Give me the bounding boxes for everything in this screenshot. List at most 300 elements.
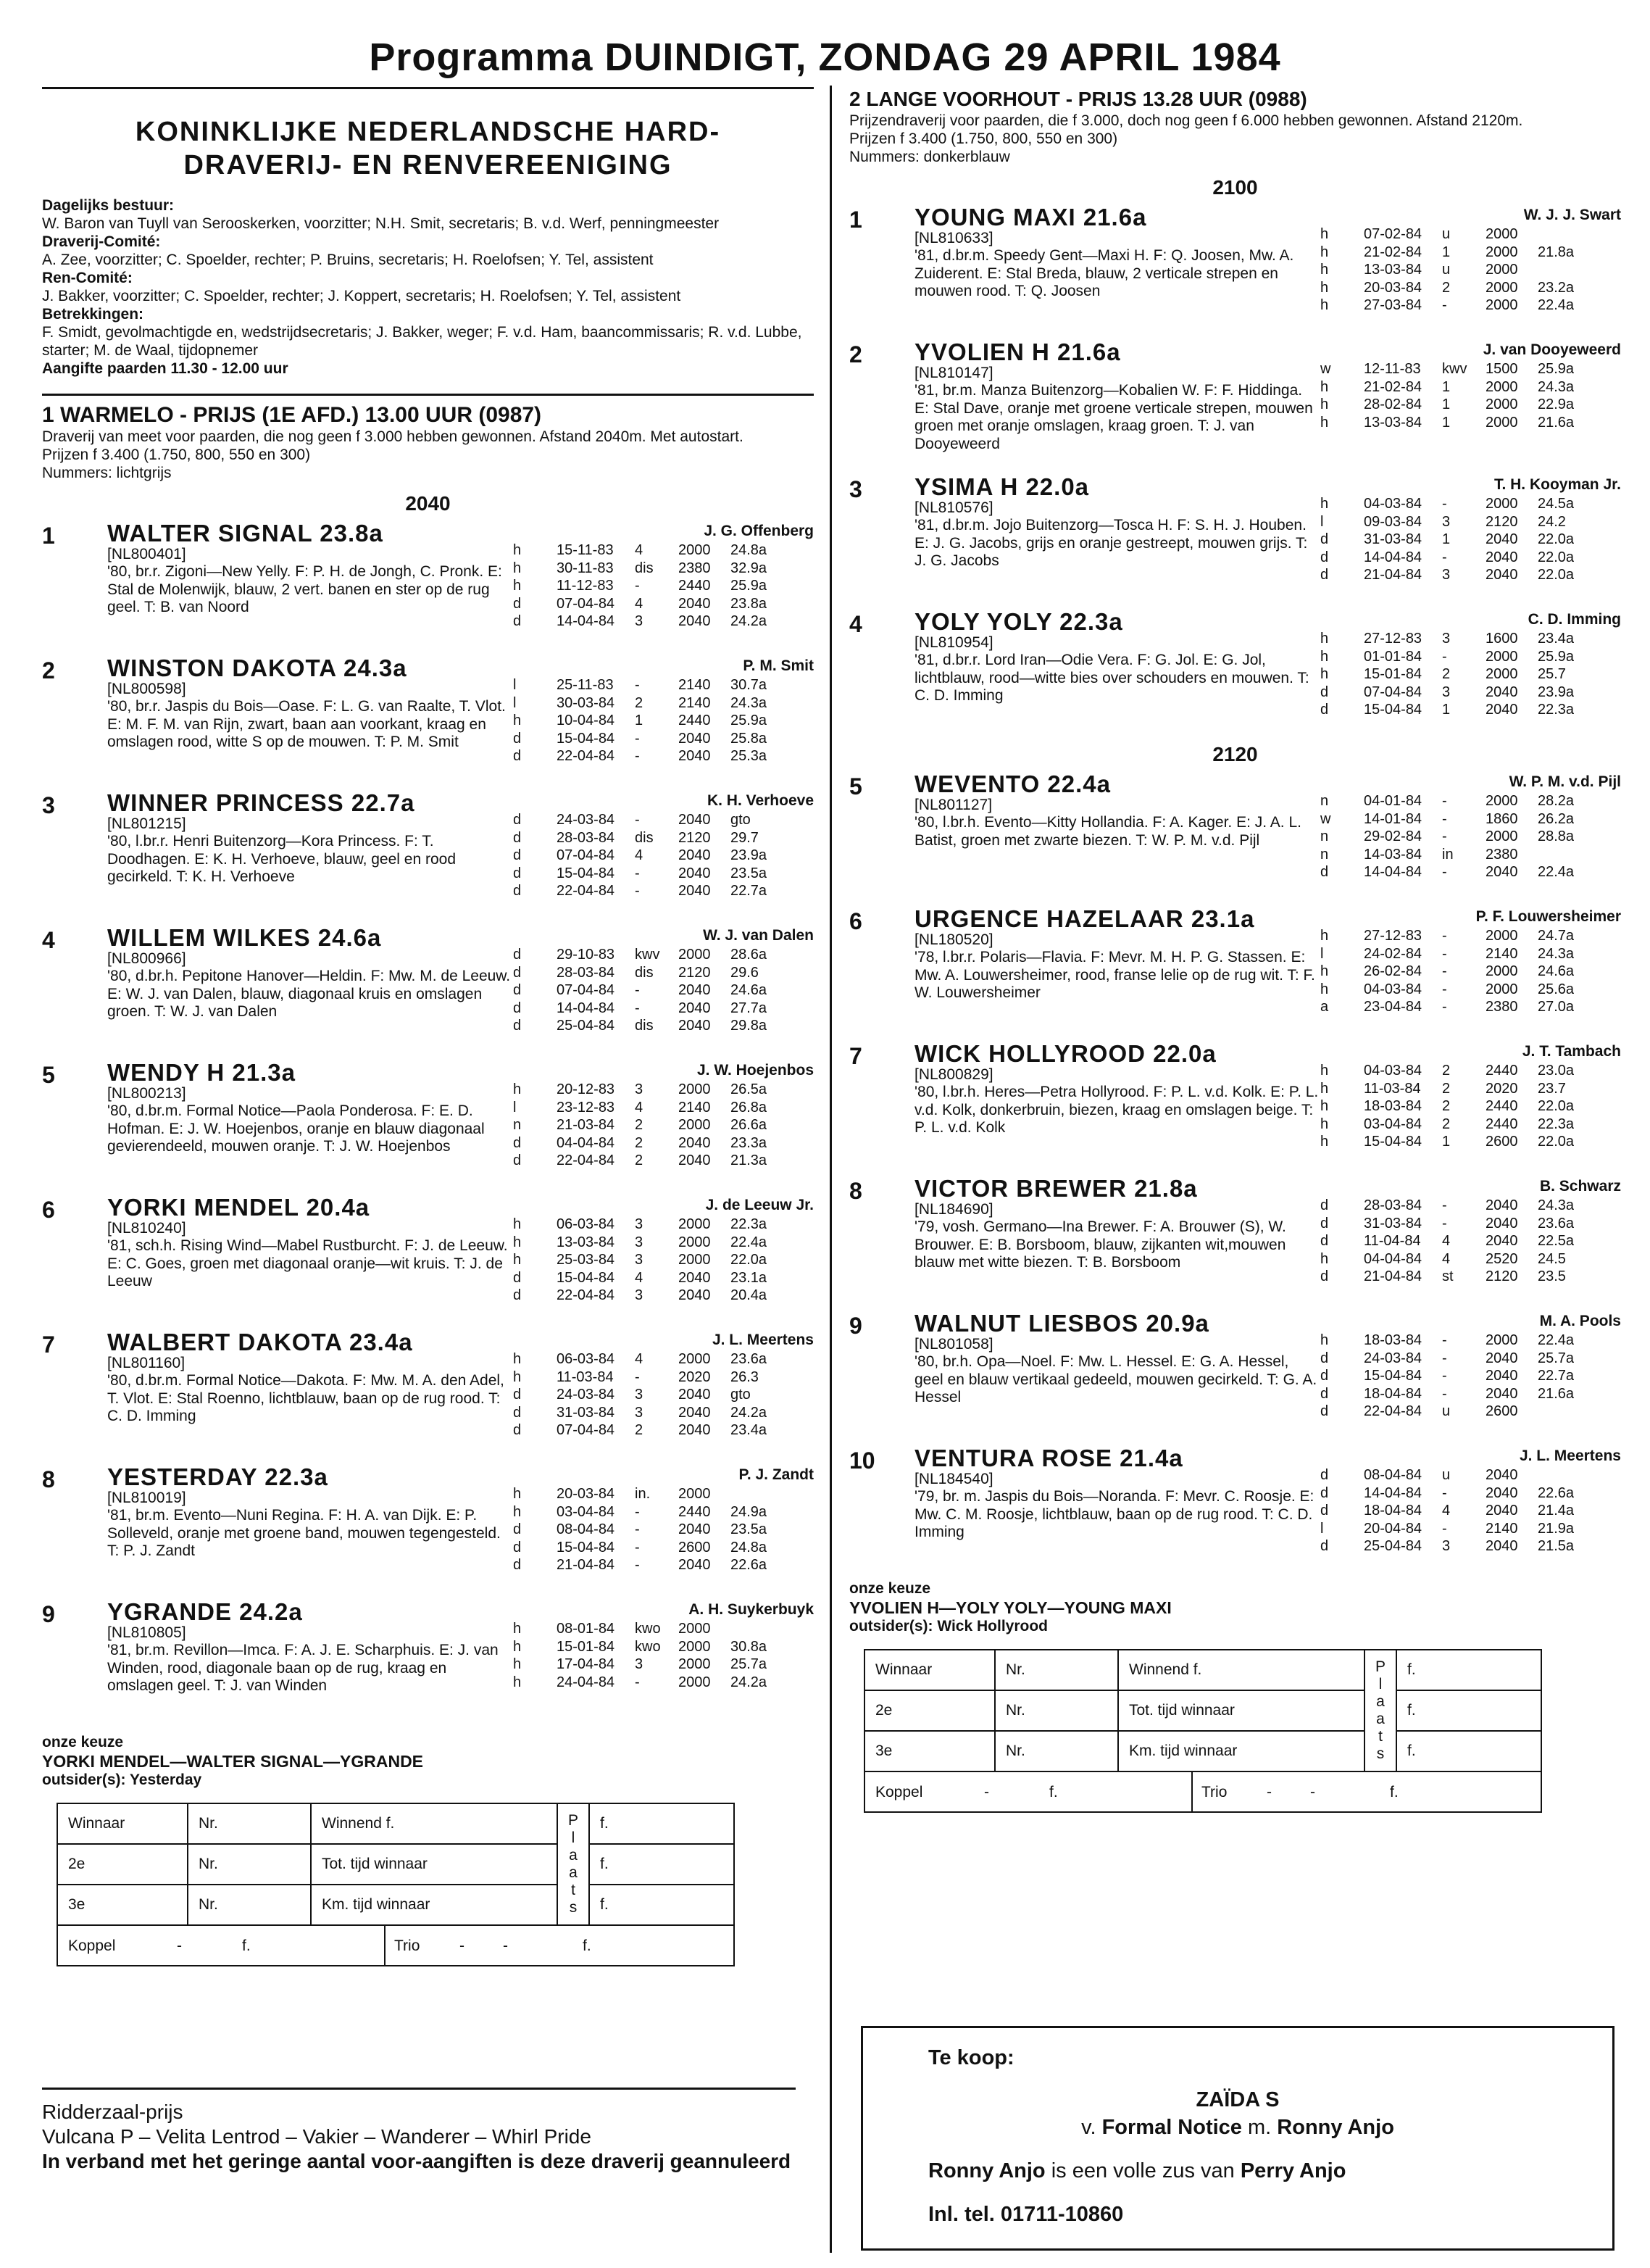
form-cell: 28-03-84 bbox=[557, 964, 615, 981]
form-cell: 2120 bbox=[678, 964, 711, 981]
form-cell: 23.2a bbox=[1538, 279, 1575, 296]
page-title: Programma DUINDIGT, ZONDAG 29 APRIL 1984 bbox=[369, 36, 1281, 79]
form-cell: 25.9a bbox=[730, 578, 767, 594]
form-cell: 2040 bbox=[678, 595, 711, 612]
form-cell: n bbox=[513, 1117, 522, 1133]
aangifte-text: Aangifte paarden 11.30 - 12.00 uur bbox=[42, 360, 288, 377]
form-cell: 30.7a bbox=[730, 677, 767, 693]
form-cell: gto bbox=[730, 1387, 751, 1403]
form-cell: a bbox=[1320, 999, 1329, 1015]
form-cell: 2000 bbox=[1486, 793, 1518, 809]
race1-info-line: Nummers: lichtgrijs bbox=[42, 465, 172, 481]
horse-name: WALNUT LIESBOS 20.9a bbox=[914, 1310, 1209, 1337]
form-cell: 22-04-84 bbox=[1364, 1403, 1422, 1419]
form-cell: d bbox=[1320, 1268, 1329, 1284]
form-cell: 2000 bbox=[1486, 1332, 1518, 1348]
form-cell: 2020 bbox=[678, 1368, 711, 1385]
form-cell: 24-02-84 bbox=[1364, 945, 1422, 962]
bet-row bbox=[57, 1844, 734, 1885]
form-cell: d bbox=[1320, 864, 1329, 880]
form-cell: h bbox=[1320, 631, 1329, 647]
form-row bbox=[513, 1656, 814, 1674]
form-cell: in. bbox=[635, 1486, 651, 1502]
form-cell: h bbox=[1320, 244, 1329, 260]
form-cell: 03-04-84 bbox=[1364, 1116, 1422, 1132]
horse-entry bbox=[849, 1175, 1621, 1310]
form-cell: - bbox=[1442, 864, 1447, 880]
form-cell: 2000 bbox=[678, 1234, 711, 1250]
form-cell: 21-02-84 bbox=[1364, 378, 1422, 395]
koppel-field: - bbox=[503, 1937, 508, 1954]
form-cell: 2000 bbox=[1486, 414, 1518, 431]
form-cell: 4 bbox=[635, 1351, 643, 1367]
horse-entry bbox=[42, 520, 814, 655]
bet-cell bbox=[1364, 1650, 1396, 1771]
form-row bbox=[513, 1152, 814, 1170]
horse-number: 9 bbox=[42, 1601, 55, 1627]
org-line-2: DRAVERIJ- EN RENVEREENIGING bbox=[183, 150, 672, 180]
form-cell: 13-03-84 bbox=[1364, 262, 1422, 278]
form-row bbox=[513, 1000, 814, 1018]
bet-cell: Nr. bbox=[188, 1803, 311, 1844]
bet-cell: Tot. tijd winnaar bbox=[311, 1844, 557, 1885]
form-cell: 24.9a bbox=[730, 1503, 767, 1520]
form-cell: 3 bbox=[635, 1234, 643, 1250]
form-cell: 32.9a bbox=[730, 560, 767, 576]
ad-relation-c: Perry Anjo bbox=[1240, 2159, 1346, 2182]
form-cell: 1 bbox=[1442, 414, 1451, 431]
horse-number: 7 bbox=[42, 1332, 55, 1358]
horse-registration: [NL180520] bbox=[914, 931, 993, 948]
horse-form-table bbox=[513, 676, 814, 765]
form-cell: 04-01-84 bbox=[1364, 793, 1422, 809]
form-cell: 08-04-84 bbox=[557, 1521, 615, 1537]
form-cell: 18-04-84 bbox=[1364, 1503, 1422, 1519]
form-cell: - bbox=[635, 1539, 640, 1555]
form-cell: 25.7 bbox=[1538, 666, 1566, 682]
horse-trainer: W. P. M. v.d. Pijl bbox=[1509, 773, 1621, 790]
form-row bbox=[1320, 963, 1621, 981]
race2-info bbox=[849, 112, 1621, 166]
horse-number: 4 bbox=[42, 927, 55, 953]
form-row bbox=[1320, 1537, 1621, 1555]
form-cell: 07-02-84 bbox=[1364, 226, 1422, 242]
form-cell: 22.5a bbox=[1538, 1233, 1575, 1249]
form-cell: 18-03-84 bbox=[1364, 1332, 1422, 1348]
form-cell: 2600 bbox=[1486, 1403, 1518, 1419]
form-cell: 2040 bbox=[1486, 531, 1518, 547]
form-cell: d bbox=[513, 1539, 522, 1555]
form-cell: 22.3a bbox=[1538, 702, 1575, 718]
form-cell: h bbox=[1320, 297, 1329, 313]
bet-row bbox=[864, 1771, 1541, 1812]
form-cell: - bbox=[635, 1503, 640, 1520]
form-cell: 2000 bbox=[1486, 262, 1518, 278]
form-cell: u bbox=[1442, 1403, 1451, 1419]
cancel-message: In verband met het geringe aantal voor-aangiften is deze draverij geannuleerd bbox=[42, 2150, 791, 2172]
form-cell: 2000 bbox=[678, 1674, 711, 1690]
form-cell: 4 bbox=[635, 542, 643, 558]
ad-relation-a: Ronny Anjo bbox=[928, 2159, 1046, 2182]
form-cell: l bbox=[1320, 945, 1324, 962]
horse-form-table bbox=[1320, 792, 1621, 881]
board-item bbox=[42, 233, 814, 269]
form-row bbox=[1320, 1232, 1621, 1250]
form-cell: 2040 bbox=[1486, 1467, 1518, 1483]
form-row bbox=[1320, 513, 1621, 531]
form-cell: 03-04-84 bbox=[557, 1503, 615, 1520]
form-row bbox=[513, 730, 814, 748]
horse-description: '81, d.br.r. Lord Iran—Odie Vera. F: G. Jol. E: G. Jol, lichtblauw, rood—witte bies over schouders en mouwen. T: C. D. Imming bbox=[914, 652, 1309, 704]
form-cell: 31-03-84 bbox=[1364, 1215, 1422, 1231]
form-cell: d bbox=[1320, 1484, 1329, 1501]
horse-form-table bbox=[513, 1350, 814, 1440]
form-row bbox=[513, 541, 814, 560]
form-cell: h bbox=[513, 1081, 522, 1097]
form-cell: 20-03-84 bbox=[1364, 279, 1422, 296]
form-cell: - bbox=[1442, 1385, 1447, 1402]
form-cell: 3 bbox=[635, 1404, 643, 1421]
form-cell: h bbox=[513, 1503, 522, 1520]
race2-keuze bbox=[849, 1579, 1621, 1636]
form-row bbox=[1320, 531, 1621, 549]
form-cell: - bbox=[1442, 1197, 1447, 1213]
form-cell: h bbox=[513, 1621, 522, 1637]
form-cell: d bbox=[1320, 702, 1329, 718]
form-cell: 24.6a bbox=[730, 982, 767, 998]
form-cell: 2600 bbox=[1486, 1134, 1518, 1150]
form-cell: d bbox=[513, 847, 522, 863]
bet-cell: Winnend f. bbox=[311, 1803, 557, 1844]
form-row bbox=[1320, 1133, 1621, 1151]
form-cell: 2000 bbox=[678, 1081, 711, 1097]
form-cell: h bbox=[513, 542, 522, 558]
horse-trainer: T. H. Kooyman Jr. bbox=[1493, 476, 1621, 493]
form-cell: h bbox=[1320, 1116, 1329, 1132]
form-cell: 15-04-84 bbox=[1364, 1368, 1422, 1384]
board-heading: Ren-Comité: bbox=[42, 270, 133, 286]
race1-info-line: Prijzen f 3.400 (1.750, 800, 550 en 300) bbox=[42, 446, 311, 463]
form-row bbox=[513, 1269, 814, 1287]
board-text: J. Bakker, voorzitter; C. Spoelder, rechter; J. Koppert, secretaris; H. Roelofsen; Y. Tel, assistent bbox=[42, 288, 681, 304]
form-cell: l bbox=[513, 1099, 517, 1116]
form-cell: 2040 bbox=[678, 1387, 711, 1403]
bet-table bbox=[864, 1649, 1542, 1813]
horse-description: '80, d.br.h. Pepitone Hanover—Heldin. F: Mw. M. de Leeuw. E: W. J. van Dalen, blauw, diagonaal kruis en omslagen groen. T: W. J. van Dalen bbox=[107, 968, 511, 1020]
form-cell: 21-04-84 bbox=[1364, 567, 1422, 583]
horse-registration: [NL800598] bbox=[107, 681, 186, 697]
form-cell: 2440 bbox=[1486, 1063, 1518, 1079]
form-row bbox=[513, 1350, 814, 1368]
form-cell: d bbox=[1320, 1368, 1329, 1384]
bet-cell: f. bbox=[589, 1844, 734, 1885]
form-cell: 22.4a bbox=[1538, 864, 1575, 880]
form-row bbox=[513, 1251, 814, 1269]
form-cell: - bbox=[1442, 928, 1447, 944]
form-cell: 2000 bbox=[1486, 279, 1518, 296]
form-cell: 4 bbox=[1442, 1250, 1451, 1267]
form-row bbox=[513, 1620, 814, 1638]
race1-info-line: Draverij van meet voor paarden, die nog geen f 3.000 hebben gewonnen. Afstand 2040m. Met autostart. bbox=[42, 428, 743, 445]
horse-trainer: C. D. Imming bbox=[1528, 611, 1621, 628]
form-cell: 26.6a bbox=[730, 1117, 767, 1133]
form-cell: 07-04-84 bbox=[557, 595, 615, 612]
form-cell: 15-01-84 bbox=[1364, 666, 1422, 682]
form-cell: h bbox=[1320, 963, 1329, 979]
form-cell: 22.7a bbox=[1538, 1368, 1575, 1384]
race2-info-line: Prijzen f 3.400 (1.750, 800, 550 en 300) bbox=[849, 130, 1118, 147]
bet-cell: f. bbox=[1396, 1650, 1541, 1690]
horse-description: '80, l.br.r. Henri Buitenzorg—Kora Princess. F: T. Doodhagen. E: K. H. Verhoeve, blauw, geel en rood gecirkeld. T: K. H. Verhoeve bbox=[107, 833, 457, 885]
form-cell: 2040 bbox=[1486, 702, 1518, 718]
form-cell: 2040 bbox=[678, 1521, 711, 1537]
horse-description: '80, l.br.h. Heres—Petra Hollyrood. F: P. L. v.d. Kolk. E: P. L. v.d. Kolk, donkerbruin, biezen, kraag en omslagen beige. T: P. L. v.d. Kolk bbox=[914, 1084, 1319, 1136]
bet-cell: Nr. bbox=[188, 1844, 311, 1885]
horse-name: URGENCE HAZELAAR 23.1a bbox=[914, 905, 1255, 932]
form-cell: - bbox=[1442, 1350, 1447, 1366]
form-cell: 2040 bbox=[678, 1134, 711, 1151]
horse-form-table bbox=[513, 946, 814, 1035]
horse-registration: [NL801215] bbox=[107, 815, 186, 832]
form-row bbox=[513, 694, 814, 713]
form-cell: 07-04-84 bbox=[557, 1422, 615, 1438]
form-row bbox=[513, 1674, 814, 1692]
race2-distance-1: 2100 bbox=[1212, 176, 1258, 199]
form-cell: h bbox=[1320, 396, 1329, 412]
form-cell: n bbox=[1320, 828, 1329, 844]
form-row bbox=[1320, 1250, 1621, 1268]
form-cell: d bbox=[513, 595, 522, 612]
form-cell: d bbox=[1320, 1403, 1329, 1419]
form-row bbox=[1320, 927, 1621, 945]
koppel-field: Koppel bbox=[68, 1937, 116, 1954]
form-cell: 14-04-84 bbox=[557, 1000, 615, 1016]
form-cell: n bbox=[1320, 793, 1329, 809]
form-cell: 2000 bbox=[1486, 981, 1518, 997]
form-cell: 25-04-84 bbox=[1364, 1538, 1422, 1554]
form-cell: 22.3a bbox=[1538, 1116, 1575, 1132]
form-cell: 1 bbox=[1442, 396, 1451, 412]
form-cell: 3 bbox=[635, 613, 643, 629]
plaats-letter: P bbox=[1375, 1658, 1386, 1675]
bet-row bbox=[864, 1731, 1541, 1771]
form-cell: h bbox=[513, 560, 522, 576]
form-row bbox=[1320, 981, 1621, 999]
form-cell: 22.4a bbox=[1538, 1332, 1575, 1348]
form-cell: h bbox=[513, 713, 522, 728]
form-cell: 25.6a bbox=[1538, 981, 1575, 997]
koppel-field: f. bbox=[242, 1937, 251, 1954]
form-cell: 2140 bbox=[678, 677, 711, 693]
horse-name: YESTERDAY 22.3a bbox=[107, 1463, 328, 1490]
form-cell: d bbox=[513, 865, 522, 881]
bet-table bbox=[57, 1803, 735, 1966]
form-cell: 13-03-84 bbox=[1364, 414, 1422, 431]
bet-cell: 2e bbox=[864, 1690, 995, 1731]
form-row bbox=[1320, 792, 1621, 810]
form-row bbox=[513, 1116, 814, 1134]
form-cell: 23.4a bbox=[730, 1422, 767, 1438]
horse-trainer: A. H. Suykerbuyk bbox=[688, 1601, 814, 1618]
horse-description: '80, br.h. Opa—Noel. F: Mw. L. Hessel. E: G. A. Hessel, geel en blauw vertikaal gedeeld, mouwen gecirkeld. T: G. A. Hessel bbox=[914, 1353, 1317, 1405]
form-row bbox=[1320, 684, 1621, 702]
form-cell: 1 bbox=[1442, 378, 1451, 395]
form-cell: 2040 bbox=[678, 883, 711, 899]
form-cell: 29-02-84 bbox=[1364, 828, 1422, 844]
form-row bbox=[513, 1216, 814, 1234]
form-cell: 1 bbox=[1442, 702, 1451, 718]
bet-cell: Tot. tijd winnaar bbox=[1118, 1690, 1364, 1731]
form-cell: - bbox=[635, 865, 640, 881]
form-cell: 27.7a bbox=[730, 1000, 767, 1016]
form-cell: 11-03-84 bbox=[557, 1368, 614, 1385]
form-cell: 2520 bbox=[1486, 1250, 1518, 1267]
form-cell: d bbox=[513, 1557, 522, 1573]
bet-cell: 3e bbox=[864, 1731, 995, 1771]
form-cell: 21-02-84 bbox=[1364, 244, 1422, 260]
form-cell: 22.6a bbox=[730, 1557, 767, 1573]
form-cell: 2440 bbox=[678, 578, 711, 594]
horse-registration: [NL801127] bbox=[914, 797, 993, 813]
form-cell: d bbox=[1320, 1467, 1329, 1483]
plaats-letter: a bbox=[1376, 1711, 1385, 1727]
form-cell: d bbox=[513, 964, 522, 981]
form-row bbox=[1320, 846, 1621, 864]
form-cell: 2000 bbox=[1486, 648, 1518, 665]
horse-description: '79, vosh. Germano—Ina Brewer. F: A. Brouwer (S), W. Brouwer. E: B. Borsboom, blauw, zijkanten wit,mouwen blauw met witte biezen. T: B. Borsboom bbox=[914, 1218, 1286, 1271]
form-row bbox=[1320, 396, 1621, 414]
form-row bbox=[1320, 244, 1621, 262]
horse-registration: [NL810019] bbox=[107, 1490, 186, 1506]
form-cell: 2040 bbox=[678, 748, 711, 764]
form-cell: 24.2 bbox=[1538, 513, 1566, 530]
form-cell: 07-04-84 bbox=[557, 982, 615, 998]
form-cell: kwv bbox=[1442, 361, 1467, 377]
form-row bbox=[513, 1485, 814, 1503]
form-cell: 2380 bbox=[1486, 999, 1518, 1015]
form-row bbox=[1320, 701, 1621, 719]
form-cell: 14-04-84 bbox=[1364, 864, 1422, 880]
form-cell: d bbox=[513, 883, 522, 899]
form-cell: h bbox=[1320, 648, 1329, 665]
form-cell: 22.4a bbox=[1538, 297, 1575, 313]
form-cell: - bbox=[635, 1557, 640, 1573]
form-cell: d bbox=[513, 748, 522, 764]
form-cell: 2040 bbox=[678, 1287, 711, 1303]
horse-number: 2 bbox=[849, 341, 862, 367]
cancel-entries: Vulcana P – Velita Lentrod – Vakier – Wanderer – Whirl Pride bbox=[42, 2125, 591, 2148]
form-cell: 24.3a bbox=[1538, 378, 1575, 395]
form-cell: 1 bbox=[635, 713, 643, 728]
form-cell: 4 bbox=[635, 1269, 643, 1286]
form-cell: 27-12-83 bbox=[1364, 928, 1422, 944]
plaats-letter: a bbox=[569, 1847, 578, 1864]
form-row bbox=[1320, 1502, 1621, 1520]
form-row bbox=[1320, 1520, 1621, 1538]
ad-dam: Ronny Anjo bbox=[1277, 2116, 1394, 2139]
horse-number: 10 bbox=[849, 1447, 875, 1474]
form-cell: 2000 bbox=[678, 1638, 711, 1655]
bet-cell: f. bbox=[1396, 1731, 1541, 1771]
horse-entry bbox=[849, 204, 1621, 338]
form-cell: in bbox=[1442, 846, 1454, 863]
form-cell: 29.8a bbox=[730, 1018, 767, 1034]
form-cell: 31-03-84 bbox=[557, 1404, 615, 1421]
form-cell: d bbox=[513, 1000, 522, 1016]
koppel-field: f. bbox=[583, 1937, 591, 1954]
form-cell: 29.6 bbox=[730, 964, 759, 981]
form-cell: d bbox=[513, 1422, 522, 1438]
form-cell: 22.9a bbox=[1538, 396, 1575, 412]
form-cell: 2000 bbox=[678, 1621, 711, 1637]
form-cell: h bbox=[513, 1252, 522, 1268]
form-row bbox=[1320, 360, 1621, 378]
form-cell: 28-03-84 bbox=[1364, 1197, 1422, 1213]
form-cell: 20-04-84 bbox=[1364, 1520, 1422, 1537]
horse-description: '80, d.br.m. Formal Notice—Paola Ponderosa. F: E. D. Hofman. E: J. W. Hoejenbos, oranje en blauw diagonaal gevierendeeld, mouwen oranje. T: J. W. Hoejenbos bbox=[107, 1102, 485, 1155]
form-cell: 2 bbox=[1442, 1080, 1451, 1097]
form-cell: - bbox=[1442, 648, 1447, 665]
form-cell: 2000 bbox=[678, 1216, 711, 1232]
form-cell: - bbox=[1442, 981, 1447, 997]
form-cell: d bbox=[513, 1152, 522, 1168]
form-cell: 3 bbox=[635, 1216, 643, 1232]
cancel-title: Ridderzaal-prijs bbox=[42, 2101, 183, 2123]
horse-name: WALBERT DAKOTA 23.4a bbox=[107, 1329, 413, 1355]
form-cell: 2020 bbox=[1486, 1080, 1518, 1097]
form-cell: 15-04-84 bbox=[557, 1539, 615, 1555]
form-cell: 15-04-84 bbox=[557, 730, 615, 747]
horse-form-table bbox=[513, 1620, 814, 1691]
form-cell: 22.0a bbox=[1538, 1134, 1575, 1150]
form-cell: 2380 bbox=[1486, 846, 1518, 863]
horse-entry bbox=[849, 770, 1621, 905]
form-cell: 2600 bbox=[678, 1539, 711, 1555]
horse-number: 9 bbox=[849, 1313, 862, 1339]
ad-m: m. bbox=[1248, 2116, 1272, 2139]
form-cell: 2120 bbox=[678, 829, 711, 846]
form-row bbox=[1320, 566, 1621, 584]
form-row bbox=[1320, 261, 1621, 279]
form-cell: d bbox=[513, 1404, 522, 1421]
form-row bbox=[513, 1638, 814, 1656]
form-cell: 2040 bbox=[1486, 864, 1518, 880]
form-cell: 2000 bbox=[1486, 928, 1518, 944]
horse-description: '80, br.r. Jaspis du Bois—Oase. F: L. G. van Raalte, T. Vlot. E: M. F. M. van Rijn, zwart, baan aan voorkant, kraag en omslagen rood, witte S op de mouwen. T: P. M. Smit bbox=[107, 698, 506, 750]
form-row bbox=[513, 1368, 814, 1387]
form-cell: 2000 bbox=[678, 1252, 711, 1268]
board-text: W. Baron van Tuyll van Serooskerken, voorzitter; N.H. Smit, secretaris; B. v.d. Werf, penningmeester bbox=[42, 215, 720, 232]
form-row bbox=[513, 577, 814, 595]
form-cell: 24-04-84 bbox=[557, 1674, 615, 1690]
form-cell: 22-04-84 bbox=[557, 748, 615, 764]
form-row bbox=[1320, 549, 1621, 567]
ad-relation bbox=[928, 2157, 1547, 2185]
horse-description: '80, br.r. Zigoni—New Yelly. F: P. H. de Jongh, C. Pronk. E: Stal de Molenwijk, blauw, 2 vert. banen en ster op de rug geel. T: B. van Noord bbox=[107, 563, 502, 615]
form-cell: 23-12-83 bbox=[557, 1099, 615, 1116]
race2-horse-list-b bbox=[849, 770, 1621, 1579]
horse-trainer: J. G. Offenberg bbox=[704, 523, 814, 539]
form-row bbox=[513, 847, 814, 865]
form-cell: - bbox=[635, 1674, 640, 1690]
form-row bbox=[1320, 1484, 1621, 1503]
form-cell: 2 bbox=[635, 1152, 643, 1168]
plaats-letter: P bbox=[568, 1812, 579, 1829]
right-column bbox=[849, 87, 1621, 1813]
form-cell: 25-04-84 bbox=[557, 1018, 615, 1034]
form-cell: 24.5 bbox=[1538, 1250, 1566, 1267]
form-cell: 2040 bbox=[678, 982, 711, 998]
